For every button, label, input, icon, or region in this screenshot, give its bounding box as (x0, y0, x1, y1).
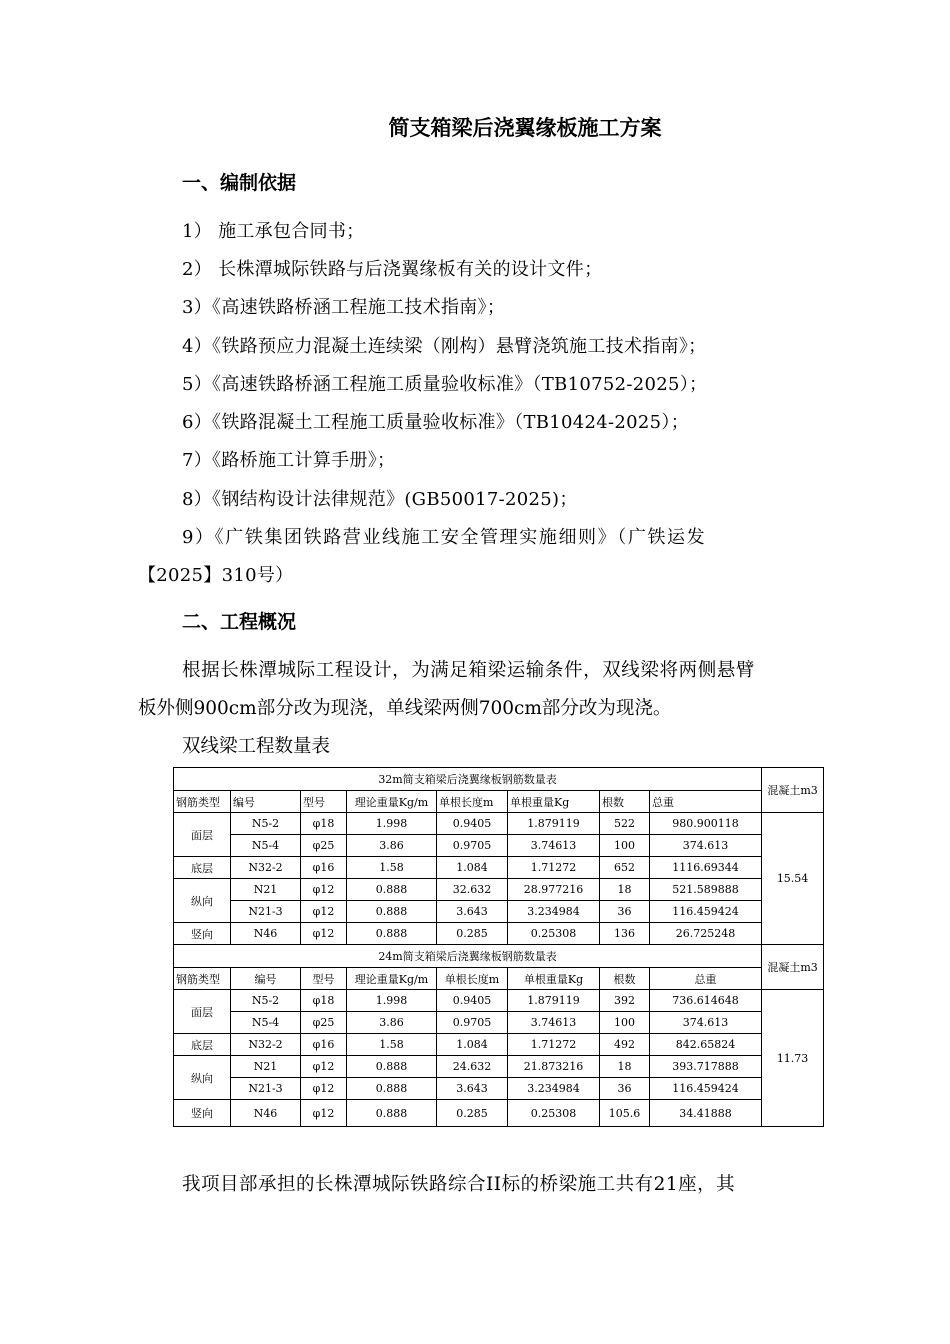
table-cell: φ18 (301, 990, 347, 1012)
table-cell: φ12 (301, 1078, 347, 1100)
table-row (174, 1034, 824, 1056)
table32-group-surface: 面层 (174, 813, 231, 857)
table24-caption-row (174, 945, 824, 968)
table-cell: 1.58 (347, 857, 437, 879)
table-cell: 3.643 (437, 901, 508, 923)
table24-group-bottom: 底层 (174, 1034, 231, 1056)
quantity-table-wrapper (173, 767, 823, 1127)
table-cell: 3.74613 (508, 1012, 600, 1034)
table24-header-length: 单根长度m (437, 968, 508, 990)
table-cell: N21-3 (231, 1078, 301, 1100)
table24-header-total: 总重 (650, 968, 762, 990)
table-cell: N5-2 (231, 990, 301, 1012)
table32-group-vertical: 竖向 (174, 923, 231, 945)
basis-item-6: 6）《铁路混凝土工程施工质量验收标准》（TB10424-2025）； (182, 412, 690, 433)
table-cell: 521.589888 (650, 879, 762, 901)
table24-header-unit-weight: 单根重量Kg (508, 968, 600, 990)
table-row (174, 879, 824, 901)
table-cell: 736.614648 (650, 990, 762, 1012)
basis-item-7: 7）《路桥施工计算手册》； (182, 450, 396, 471)
table-cell: 116.459424 (650, 901, 762, 923)
table-cell: 0.888 (347, 923, 437, 945)
table-cell: 0.285 (437, 923, 508, 945)
table-cell: 3.234984 (508, 1078, 600, 1100)
table-cell: 0.888 (347, 1078, 437, 1100)
basis-item-8: 8）《钢结构设计法律规范》(GB50017-2025)； (182, 489, 578, 510)
table-cell: 0.888 (347, 879, 437, 901)
table-cell: 0.25308 (508, 1100, 600, 1127)
table-cell: N32-2 (231, 1034, 301, 1056)
project-paragraph: 我项目部承担的长株潭城际铁路综合II标的桥梁施工共有21座，其 (182, 1174, 736, 1195)
table-cell: 0.888 (347, 901, 437, 923)
table-cell: 21.873216 (508, 1056, 600, 1078)
table-cell: φ25 (301, 1012, 347, 1034)
table-cell: 1.71272 (508, 857, 600, 879)
basis-item-9: 9）《广铁集团铁路营业线施工安全管理实施细则》（广铁运发 (182, 527, 707, 548)
table-cell: φ12 (301, 923, 347, 945)
table32-header-unit-weight: 单根重量Kg (508, 791, 600, 813)
table-cell: 24.632 (437, 1056, 508, 1078)
table32-header-code: 编号 (231, 791, 301, 813)
table-cell: 28.977216 (508, 879, 600, 901)
table-cell: 1.084 (437, 857, 508, 879)
table-row (174, 1100, 824, 1127)
table-cell: 0.9405 (437, 990, 508, 1012)
table-cell: φ12 (301, 1056, 347, 1078)
table24-caption: 24m简支箱梁后浇翼缘板钢筋数量表 (174, 945, 762, 968)
table-cell: 980.900118 (650, 813, 762, 835)
table-cell: φ12 (301, 901, 347, 923)
table32-header-length: 单根长度m (437, 791, 508, 813)
table-cell: 36 (600, 1078, 650, 1100)
table-cell: 3.643 (437, 1078, 508, 1100)
table-cell: φ25 (301, 835, 347, 857)
table24-header-theory-weight: 理论重量Kg/m (347, 968, 437, 990)
table-cell: 1.58 (347, 1034, 437, 1056)
table32-header-row (174, 791, 824, 813)
table-cell: φ18 (301, 813, 347, 835)
table-cell: N5-4 (231, 1012, 301, 1034)
table32-header-type: 钢筋类型 (174, 791, 231, 813)
table24-concrete-value: 11.73 (762, 990, 824, 1127)
table-cell: 100 (600, 1012, 650, 1034)
table32-concrete-header: 混凝土m3 (762, 768, 824, 813)
section-heading-basis: 一、编制依据 (182, 172, 297, 194)
table24-header-type: 钢筋类型 (174, 968, 231, 990)
table32-concrete-value: 15.54 (762, 813, 824, 945)
table-cell: 105.6 (600, 1100, 650, 1127)
quantity-table (173, 767, 824, 1127)
table32-group-bottom: 底层 (174, 857, 231, 879)
table-cell: 34.41888 (650, 1100, 762, 1127)
table-cell: 374.613 (650, 835, 762, 857)
table24-header-code: 编号 (231, 968, 301, 990)
table-cell: 0.9705 (437, 835, 508, 857)
table-cell: 392 (600, 990, 650, 1012)
table-cell: φ16 (301, 857, 347, 879)
table-row (174, 857, 824, 879)
table-row (174, 813, 824, 835)
table24-group-longitudinal: 纵向 (174, 1056, 231, 1100)
table-cell: 1.879119 (508, 813, 600, 835)
document-title: 简支箱梁后浇翼缘板施工方案 (388, 116, 662, 140)
table-cell: 842.65824 (650, 1034, 762, 1056)
table-cell: 136 (600, 923, 650, 945)
table-cell: 393.717888 (650, 1056, 762, 1078)
table-cell: 0.888 (347, 1100, 437, 1127)
table-cell: N21 (231, 879, 301, 901)
table32-header-theory-weight: 理论重量Kg/m (347, 791, 437, 813)
table-cell: 1.998 (347, 990, 437, 1012)
table32-header-model: 型号 (301, 791, 347, 813)
table-cell: 3.86 (347, 835, 437, 857)
table24-header-model: 型号 (301, 968, 347, 990)
table-row (174, 1056, 824, 1078)
table-caption: 双线梁工程数量表 (182, 736, 331, 757)
table-cell: 652 (600, 857, 650, 879)
table-cell: 0.9405 (437, 813, 508, 835)
table-cell: 18 (600, 879, 650, 901)
table32-header-count: 根数 (600, 791, 650, 813)
overview-paragraph-line2: 板外侧900cm部分改为现浇，单线梁两侧700cm部分改为现浇。 (138, 698, 672, 719)
basis-item-5: 5）《高速铁路桥涵工程施工质量验收标准》（TB10752-2025）； (182, 374, 708, 395)
table-cell: 0.888 (347, 1056, 437, 1078)
table24-concrete-header: 混凝土m3 (762, 945, 824, 990)
table-cell: 374.613 (650, 1012, 762, 1034)
table-cell: 36 (600, 901, 650, 923)
table-row (174, 1012, 824, 1034)
basis-item-3: 3）《高速铁路桥涵工程施工技术指南》； (182, 297, 506, 318)
table-cell: 3.234984 (508, 901, 600, 923)
basis-item-1: 1） 施工承包合同书； (182, 221, 365, 242)
table-cell: 1.71272 (508, 1034, 600, 1056)
table-cell: φ16 (301, 1034, 347, 1056)
basis-item-2: 2） 长株潭城际铁路与后浇翼缘板有关的设计文件； (182, 259, 603, 280)
table-cell: N5-4 (231, 835, 301, 857)
table-cell: 1.879119 (508, 990, 600, 1012)
table-row (174, 990, 824, 1012)
section-heading-overview: 二、工程概况 (182, 611, 297, 633)
basis-item-9-cont: 【2025】310号） (138, 565, 294, 586)
table24-header-count: 根数 (600, 968, 650, 990)
table-row (174, 923, 824, 945)
table-cell: 0.9705 (437, 1012, 508, 1034)
table32-group-longitudinal: 纵向 (174, 879, 231, 923)
table-cell: N32-2 (231, 857, 301, 879)
table24-group-surface: 面层 (174, 990, 231, 1034)
table-cell: φ12 (301, 879, 347, 901)
table-cell: 100 (600, 835, 650, 857)
table-cell: 26.725248 (650, 923, 762, 945)
table32-header-total: 总重 (650, 791, 762, 813)
overview-paragraph-line1: 根据长株潭城际工程设计，为满足箱梁运输条件，双线梁将两侧悬臂 (182, 660, 756, 681)
table-cell: 0.25308 (508, 923, 600, 945)
table-cell: 1116.69344 (650, 857, 762, 879)
table-row (174, 835, 824, 857)
table-row (174, 1078, 824, 1100)
table24-header-row (174, 968, 824, 990)
table-cell: 32.632 (437, 879, 508, 901)
table-cell: 492 (600, 1034, 650, 1056)
table-cell: N21-3 (231, 901, 301, 923)
table-cell: 3.86 (347, 1012, 437, 1034)
table-cell: 18 (600, 1056, 650, 1078)
table32-caption: 32m简支箱梁后浇翼缘板钢筋数量表 (174, 768, 762, 791)
table-row (174, 901, 824, 923)
table-cell: 0.285 (437, 1100, 508, 1127)
basis-item-4: 4）《铁路预应力混凝土连续梁（刚构）悬臂浇筑施工技术指南》； (182, 336, 707, 357)
table32-caption-row (174, 768, 824, 791)
table-cell: N46 (231, 923, 301, 945)
table-cell: 1.998 (347, 813, 437, 835)
table-cell: 3.74613 (508, 835, 600, 857)
table-cell: 116.459424 (650, 1078, 762, 1100)
table24-group-vertical: 竖向 (174, 1100, 231, 1127)
table-cell: N46 (231, 1100, 301, 1127)
table-cell: N5-2 (231, 813, 301, 835)
table-cell: 1.084 (437, 1034, 508, 1056)
table-cell: N21 (231, 1056, 301, 1078)
table-cell: φ12 (301, 1100, 347, 1127)
table-cell: 522 (600, 813, 650, 835)
